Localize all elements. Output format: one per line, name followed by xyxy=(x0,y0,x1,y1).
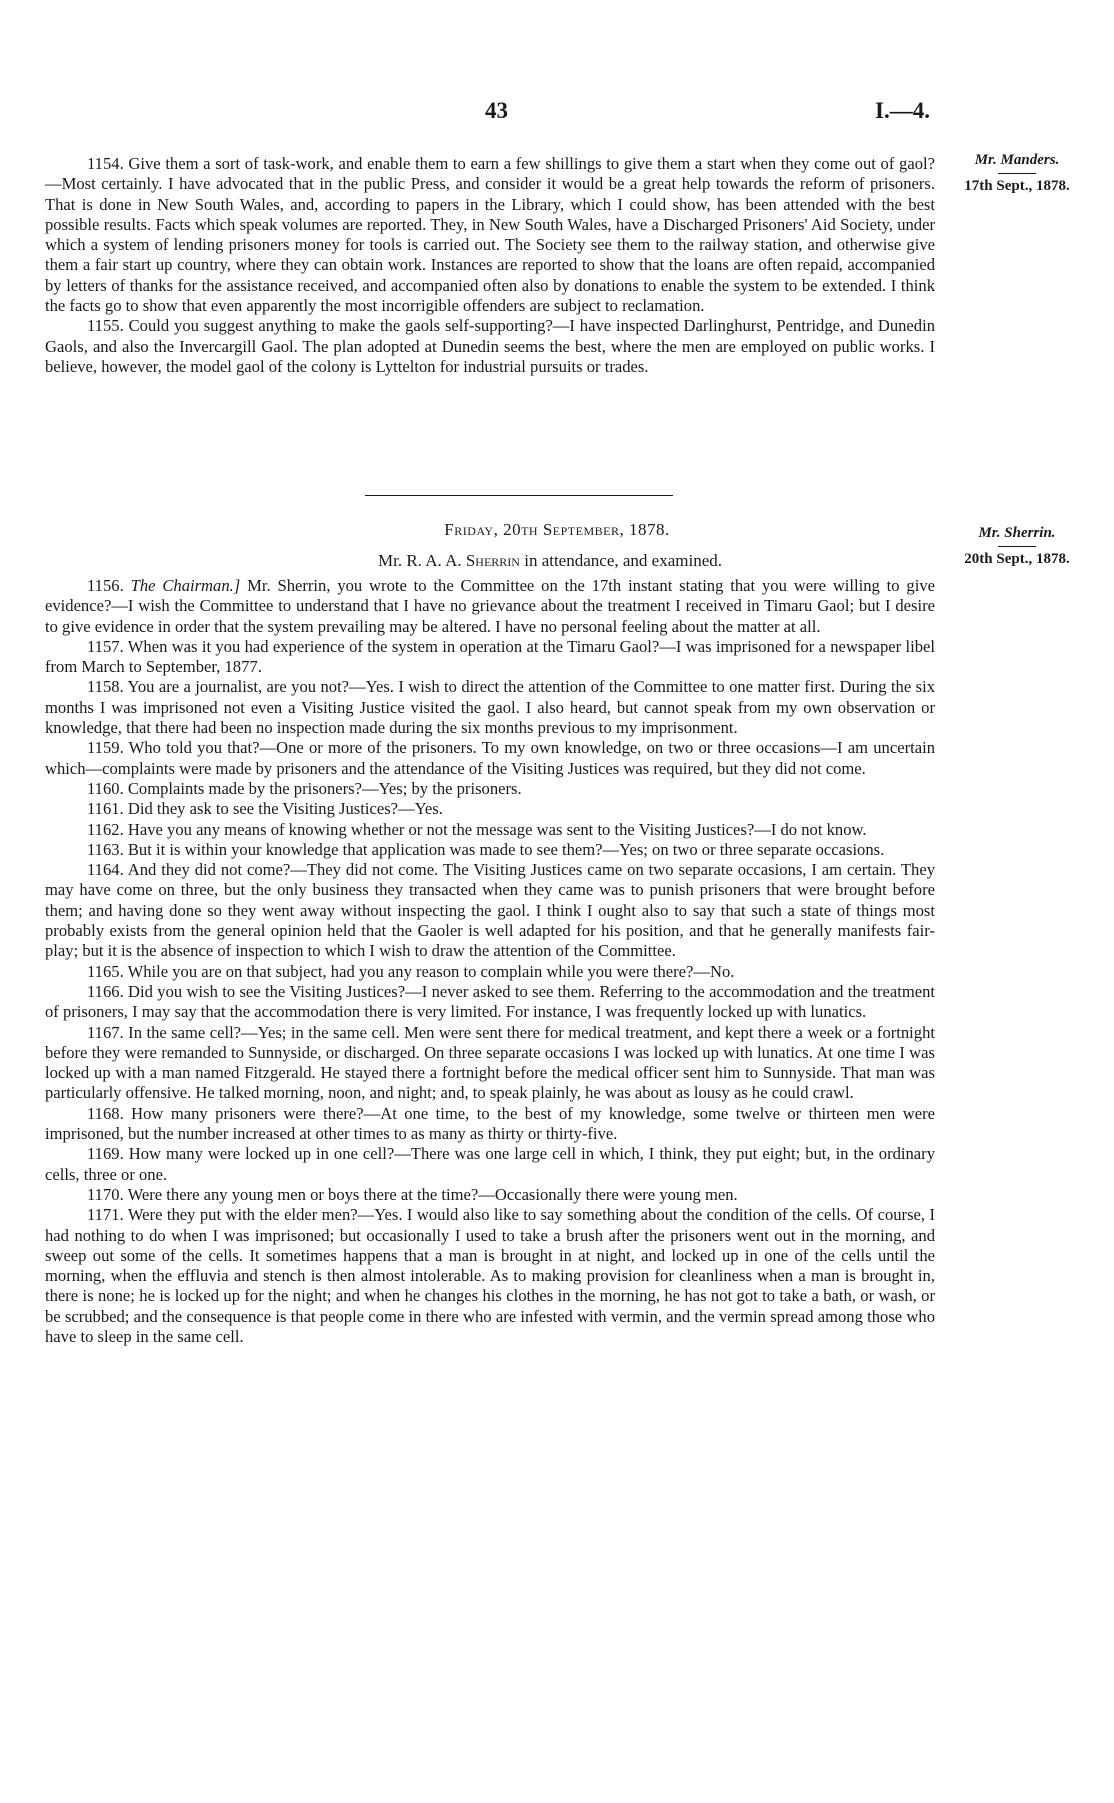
witness-prefix: Mr. R. A. A. xyxy=(377,551,462,570)
evidence-paragraph: 1163. But it is within your knowledge that application was made to see them?—Yes; on two or three separate occasions. xyxy=(87,839,885,859)
evidence-paragraph: 1165. While you are on that subject, had you any reason to complain while you were there?—No. xyxy=(87,961,735,981)
evidence-section-manders xyxy=(45,154,935,377)
evidence-paragraph: 1164. And they did not come?—They did not come. The Visiting Justices came on two separate occasions, I am certain. They may have come on three, but the only business they transacted when they came was to punish prisoners that were brought before them; and having done so they went away without inspecting the gaol. I think I ought also to say that such a state of things most probably exists from the general opinion held that the Gaoler is well adapted for his position, and that he generally manifests fair-play; but it is the absence of inspection to which I wish to draw the attention of the Committee. xyxy=(45,860,935,961)
question-number: 1156. xyxy=(87,576,124,595)
evidence-paragraph: 1160. Complaints made by the prisoners?—Yes; by the prisoners. xyxy=(87,778,522,798)
evidence-paragraph: 1167. In the same cell?—Yes; in the same cell. Men were sent there for medical treatment, and kept there a week or a fortnight before they were remanded to Sunnyside, or discharged. On three separate occasions I was locked up with lunatics. At one time I was locked up with a man named Fitzgerald. He stayed there a fortnight before the medical officer sent him to Sunnyside. That man was particularly offensive. He talked morning, noon, and night; and, to speak plainly, he was about as lousy as he could crawl. xyxy=(45,1022,935,1103)
evidence-paragraph: 1154. Give them a sort of task-work, and enable them to earn a few shillings to give them a start when they come out of gaol?—Most certainly. I have advocated that in the public Press, and consider it would be a great help towards the reform of prisoners. That is done in New South Wales, and, according to papers in the Library, which I could show, has been attended with the best possible results. Facts which speak volumes are reported. They, in New South Wales, have a Discharged Prisoners' Aid Society, under which a system of lending prisoners money for tools is carried out. The Society see them to the railway station, and otherwise give them a fair start up country, where they can obtain work. Instances are reported to show that the loans are often repaid, accompanied by letters of thanks for the assistance received, and accompanied often also by donations to enable the system to be extended. I think the facts go to show that even apparently the most incorrigible offenders are subject to reclamation. xyxy=(45,154,935,316)
question-text: Mr. Sherrin, you wrote to the Committee on the 17th instant stating that you were willing to give evidence?—I wish the Committee to understand that I have no grievance about the treatment I received in Timaru Gaol; but I desire to give evidence in order that the system prevailing may be altered. I have no personal feeling about the matter at all. xyxy=(45,576,936,636)
evidence-paragraph: 1158. You are a journalist, are you not?—Yes. I wish to direct the attention of the Committee to one matter first. During the six months I was imprisoned not even a Visiting Justice visited the gaol. I also heard, but cannot speak from my own observation or knowledge, that there had been no inspection made during the six months previous to my imprisonment. xyxy=(45,677,935,738)
margin-note-manders xyxy=(957,152,1077,195)
evidence-paragraph: 1168. How many prisoners were there?—At one time, to the best of my knowledge, some twelve or thirteen men were imprisoned, but the number increased at other times to as many as thirty or thirty-five. xyxy=(45,1103,935,1144)
sitting-date-heading: Friday, 20th September, 1878. xyxy=(444,520,670,539)
document-reference: I.—4. xyxy=(875,98,930,123)
evidence-paragraph: 1155. Could you suggest anything to make the gaols self-supporting?—I have inspected Darlinghurst, Pentridge, and Dunedin Gaols, and also the Invercargill Gaol. The plan adopted at Dunedin seems the best, where the men are employed on public works. I believe, however, the model gaol of the colony is Lyttelton for industrial pursuits or trades. xyxy=(45,316,935,376)
witness-surname: Sherrin xyxy=(465,551,520,570)
evidence-paragraph: 1169. How many were locked up in one cell?—There was one large cell in which, I think, they put eight; but, in the ordinary cells, three or one. xyxy=(45,1144,935,1184)
evidence-paragraph-first xyxy=(45,576,935,637)
evidence-paragraph: 1170. Were there any young men or boys there at the time?—Occasionally there were young men. xyxy=(87,1184,738,1204)
evidence-paragraph: 1157. When was it you had experience of the system in operation at the Timaru Gaol?—I was imprisoned for a newspaper libel from March to September, 1877. xyxy=(45,636,935,677)
section-divider xyxy=(365,495,673,496)
evidence-paragraph: 1171. Were they put with the elder men?—Yes. I would also like to say something about the condition of the cells. Of course, I had nothing to do when I was imprisoned; but occasionally I used to take a brush after the prisoners went out in the morning, and sweep out some of the cells. It sometimes happens that a man is brought in at night, and locked up in one of the cells until the morning, when the effluvia and stench is then almost intolerable. As to making provision for cleanliness when a man is brought in, there is none; he is locked up for the night; and when he changes his clothes in the morning, he has not got to take a bath, or wash, or be scrubbed; and the consequence is that people come in there who are infested with vermin, and the vermin spread among those who have to sleep in the same cell. xyxy=(45,1205,935,1346)
page-number: 43 xyxy=(485,98,508,123)
witness-heading xyxy=(255,551,845,571)
margin-witness-name: Mr. Manders. xyxy=(974,152,1060,168)
evidence-paragraph: 1159. Who told you that?—One or more of the prisoners. To my own knowledge, on two or three occasions—I am uncertain which—complaints were made by prisoners and the attendance of the Visiting Justices was required, but they did not come. xyxy=(45,738,935,778)
evidence-section-sherrin xyxy=(45,576,935,1347)
margin-rule xyxy=(998,546,1036,547)
margin-witness-name: Mr. Sherrin. xyxy=(978,525,1056,541)
witness-suffix: in attendance, and examined. xyxy=(524,551,722,570)
margin-date: 20th Sept., 1878. xyxy=(964,551,1070,567)
margin-rule xyxy=(998,173,1036,174)
margin-note-sherrin xyxy=(957,525,1077,568)
question-speaker: The Chairman.] xyxy=(130,576,241,595)
evidence-paragraph: 1161. Did they ask to see the Visiting Justices?—Yes. xyxy=(87,799,443,819)
margin-date: 17th Sept., 1878. xyxy=(964,178,1070,194)
evidence-paragraph: 1166. Did you wish to see the Visiting Justices?—I never asked to see them. Referring to the accommodation and the treatment of prisoners, I may say that the accommodation there is very limited. For instance, I was frequently locked up with lunatics. xyxy=(45,981,935,1022)
evidence-paragraph: 1162. Have you any means of knowing whether or not the message was sent to the Visiting Justices?—I do not know. xyxy=(87,819,867,839)
